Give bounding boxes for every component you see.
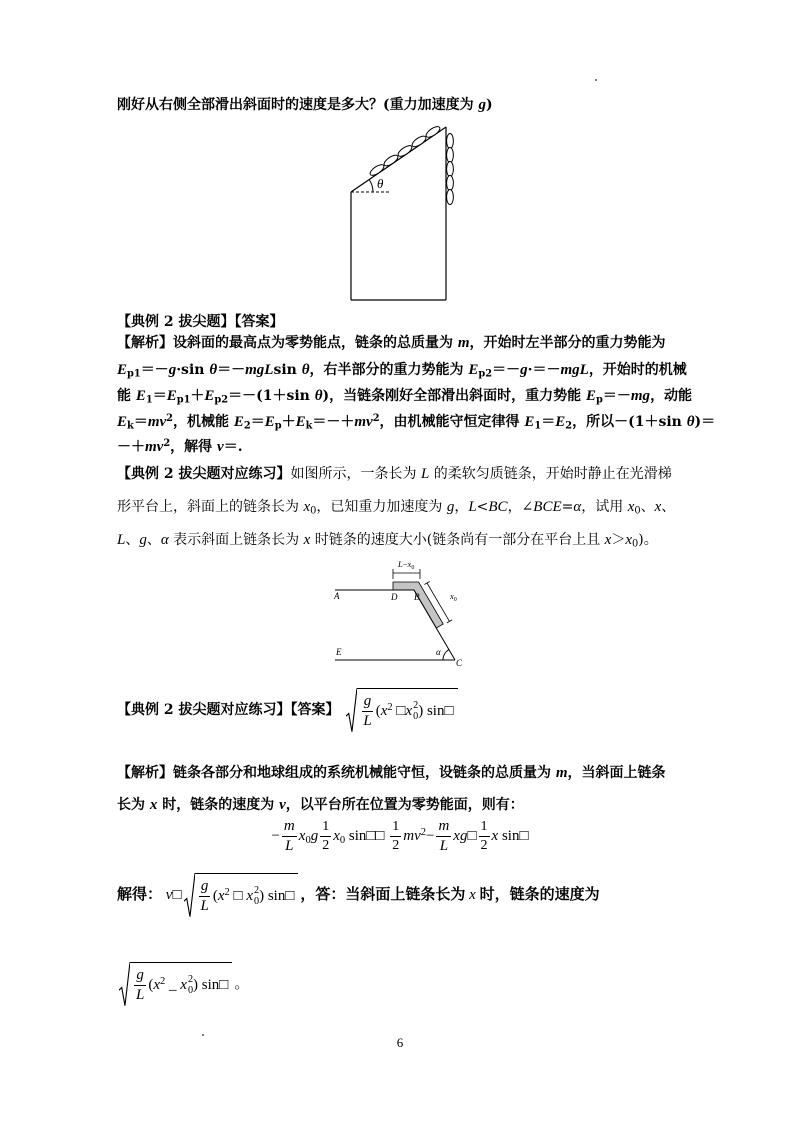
text-run: ＝ xyxy=(541,414,556,430)
math-variable: E xyxy=(586,388,597,404)
text-run: ( xyxy=(375,703,381,720)
text-run: ( xyxy=(212,888,218,905)
math-variable: mg xyxy=(630,388,651,404)
math-variable: θ xyxy=(686,414,695,430)
math-variable: x xyxy=(246,888,253,905)
math-variable: mv xyxy=(147,414,167,430)
math-variable: x xyxy=(604,532,612,548)
math-variable: g xyxy=(478,97,486,113)
fraction xyxy=(436,818,451,856)
numerator: m xyxy=(436,818,451,837)
text-run: − xyxy=(425,828,435,845)
numerator: 1 xyxy=(390,819,401,837)
text-run: ，机械能 xyxy=(172,414,234,430)
text-run: 刚好从右侧全部滑出斜面时的速度是多大？(重力加速度为 xyxy=(117,97,479,113)
math-variable: E xyxy=(135,388,146,404)
subscript: 0 xyxy=(413,710,419,722)
radical-stroke xyxy=(346,688,357,731)
analysis-1-line-4 xyxy=(117,412,715,432)
subscript: 2 xyxy=(565,420,573,432)
math-variable: v xyxy=(165,887,173,904)
text-run: 、 xyxy=(125,532,140,548)
radical-glyph xyxy=(346,688,357,734)
subscript: k xyxy=(305,420,313,432)
radical-glyph xyxy=(119,962,130,1008)
radicand xyxy=(357,688,457,734)
numerator: g xyxy=(362,693,374,712)
practice-answer-row xyxy=(117,688,460,734)
text-run: )＝ xyxy=(694,414,716,430)
subscript: p1 xyxy=(176,394,191,406)
subscript: 0 xyxy=(310,505,317,517)
text-run: ＞ xyxy=(611,532,626,548)
subscript: 0 xyxy=(305,835,311,847)
point-label-b: B xyxy=(414,592,420,602)
math-variable: mv xyxy=(145,439,164,455)
math-variable: m xyxy=(555,765,568,781)
label-part: x xyxy=(407,559,412,569)
math-variable: m xyxy=(457,335,470,351)
text-run: □ xyxy=(172,887,182,904)
text-run: ) sin□ xyxy=(418,703,454,720)
math-variable: E xyxy=(233,414,244,430)
chain-on-slope xyxy=(368,125,441,178)
math-variable: L xyxy=(468,499,477,515)
text-run: 。 xyxy=(234,976,250,993)
math-variable: x xyxy=(180,977,187,994)
energy-conservation-equation xyxy=(0,818,800,856)
math-variable: g xyxy=(446,499,455,515)
text-run: ＋ xyxy=(281,414,296,430)
chain-link xyxy=(447,176,454,191)
math-variable: mv xyxy=(403,828,421,845)
numerator: g xyxy=(134,967,146,986)
radicand xyxy=(130,962,232,1008)
question-continuation xyxy=(117,95,493,115)
label-subscript: 0 xyxy=(453,597,457,603)
subscript: 2 xyxy=(243,420,251,432)
bold-text-run: 时，链条的速度为 xyxy=(475,887,600,904)
denominator: L xyxy=(285,838,294,855)
text-run: 长为 xyxy=(117,797,150,813)
text-run: ＝ xyxy=(250,414,265,430)
text-run: ，右半部分的重力势能为 xyxy=(309,362,469,378)
scan-dot xyxy=(595,79,597,81)
text-run: □ xyxy=(229,888,247,905)
theta-angle-arc xyxy=(369,180,373,192)
subscript: 0 xyxy=(187,984,194,996)
text-run: ，已知重力加速度为 xyxy=(316,499,447,515)
math-variable: g xyxy=(520,362,528,378)
numerator: g xyxy=(199,878,211,897)
slope-line-bc xyxy=(414,590,455,660)
analysis-2-line-1 xyxy=(117,763,666,783)
superscript: 2 xyxy=(166,413,173,425)
math-variable: x xyxy=(654,499,662,515)
subscript: p xyxy=(274,420,282,432)
math-variable: x xyxy=(627,499,635,515)
point-label-d: D xyxy=(391,592,398,602)
math-variable: g xyxy=(139,532,147,548)
chain-link xyxy=(447,134,454,149)
text-run: ) sin□ xyxy=(259,888,295,905)
text-run: 的柔软匀质链条，开始时静止在光滑梯 xyxy=(429,466,672,482)
analysis-1-line-5 xyxy=(117,437,243,457)
text-run: 形平台上，斜面上的链条长为 xyxy=(117,499,304,515)
superscript: 2 xyxy=(420,826,426,838)
fraction xyxy=(479,819,490,854)
chain-link xyxy=(447,148,454,163)
text-run: − xyxy=(271,828,280,845)
text-run: ＝－ xyxy=(140,362,169,378)
denominator: L xyxy=(439,838,449,855)
math-variable: E xyxy=(166,388,177,404)
math-variable: E xyxy=(555,414,566,430)
math-variable: BC xyxy=(488,499,508,515)
practice-answer-header: 【典例 2 拔尖题对应练习】【答案】 xyxy=(117,702,340,719)
math-variable: E xyxy=(468,362,479,378)
text-run: sin□□ xyxy=(345,828,389,845)
numerator: 1 xyxy=(320,819,331,837)
label-part: L xyxy=(398,559,403,569)
math-variable: mv xyxy=(354,414,373,430)
radical-stroke xyxy=(184,873,195,916)
radical-sign xyxy=(346,688,357,734)
text-run: ，∠ xyxy=(507,499,534,515)
text-run: _ xyxy=(165,977,181,994)
page-number: 6 xyxy=(396,1035,404,1050)
text-run: ) xyxy=(486,97,493,113)
text-run: ＝－＋ xyxy=(312,414,355,430)
text-run: ＝ xyxy=(152,388,167,404)
radical-stroke xyxy=(119,962,130,1005)
math-variable: xg xyxy=(453,828,468,845)
subscript: 0 xyxy=(339,835,346,847)
point-label-e: E xyxy=(336,647,342,657)
math-variable: L xyxy=(117,532,126,548)
superscript: 2 xyxy=(387,701,393,713)
subscript: p2 xyxy=(214,394,229,406)
dimension-tick xyxy=(424,582,429,585)
square-root xyxy=(184,873,299,919)
math-variable: BCE xyxy=(533,499,562,515)
text-run: = xyxy=(561,499,574,515)
text-run: ·sin xyxy=(176,362,210,378)
superscript: 2 xyxy=(413,700,419,712)
subscript: k xyxy=(127,420,134,432)
chain-hanging xyxy=(447,134,454,205)
math-variable: v xyxy=(279,797,286,813)
chain-shaded xyxy=(393,582,443,628)
label-part: x xyxy=(450,591,454,601)
superscript: 2 xyxy=(160,975,166,987)
math-variable: α xyxy=(573,499,582,515)
dimension-tick xyxy=(447,620,452,623)
bold-text-run: 解得： xyxy=(117,887,166,904)
text-run: ，动能 xyxy=(650,388,693,404)
subscript: p2 xyxy=(478,368,493,380)
text-run: 、 xyxy=(146,532,161,548)
math-variable: E xyxy=(117,414,128,430)
text-run: ，开始时的机械 xyxy=(588,362,687,378)
alpha-angle-arc xyxy=(443,650,449,660)
fraction xyxy=(134,967,146,1005)
math-variable: θ xyxy=(301,362,310,378)
square-root xyxy=(119,962,232,1008)
subscript: 0 xyxy=(254,895,260,907)
math-variable: θ xyxy=(314,388,323,404)
text-run: sin xyxy=(273,362,302,378)
text-run: 如图所示，一条长为 xyxy=(290,466,421,482)
math-variable: v xyxy=(217,439,224,455)
text-run: ( xyxy=(148,977,154,994)
text-run: )。 xyxy=(638,532,658,548)
text-run: ，所以－(1＋sin xyxy=(572,414,687,430)
denominator: 2 xyxy=(322,838,330,854)
math-variable: x xyxy=(298,828,306,845)
subscript: p1 xyxy=(127,368,141,380)
radical-sign xyxy=(184,873,195,919)
analysis-1-line-3 xyxy=(117,386,692,406)
math-variable: mgL xyxy=(560,362,589,378)
math-variable: x xyxy=(405,703,413,720)
math-variable: x xyxy=(380,703,388,720)
text-run: □ xyxy=(392,703,406,720)
text-run: ) sin□ xyxy=(193,977,229,994)
point-label-c: C xyxy=(456,658,463,668)
subscript: 1 xyxy=(534,420,542,432)
numerator: m xyxy=(282,818,297,837)
fraction xyxy=(282,818,297,856)
subscript: 1 xyxy=(145,394,153,406)
superscript: 2 xyxy=(372,413,380,425)
fraction xyxy=(199,878,211,916)
practice-line-3 xyxy=(117,530,658,550)
text-run: ·＝－ xyxy=(527,362,561,378)
fraction xyxy=(361,693,373,731)
text-run: ＝ xyxy=(133,414,148,430)
text-run: －＋ xyxy=(117,439,145,455)
text-run: ，当斜面上链条 xyxy=(567,765,666,781)
math-variable: mgL xyxy=(245,362,274,378)
math-variable: g xyxy=(310,828,319,845)
math-variable: E xyxy=(295,414,306,430)
text-run: ＝－ xyxy=(492,362,521,378)
figure-platform-chain xyxy=(325,552,475,670)
analysis-1-line-1 xyxy=(117,333,666,353)
superscript: 2 xyxy=(224,886,230,898)
square-root xyxy=(346,688,457,734)
denominator: 2 xyxy=(392,838,400,854)
dimension-label-top xyxy=(397,559,414,571)
text-run: 、 xyxy=(661,499,676,515)
denominator: L xyxy=(363,713,372,730)
text-run: ＝－ xyxy=(217,362,246,378)
text-run: 设斜面的最高点为零势能点，链条的总质量为 xyxy=(173,335,458,351)
figure-incline-chain xyxy=(330,115,470,310)
superscript: 2 xyxy=(187,974,194,986)
subscript: 0 xyxy=(632,538,639,550)
math-variable: E xyxy=(204,388,215,404)
angle-label-alpha: α xyxy=(436,647,441,657)
text-run: 能 xyxy=(117,388,136,404)
chain-link xyxy=(447,190,454,205)
practice-answer-formula xyxy=(344,693,459,730)
text-run: ，由机械能守恒定律得 xyxy=(379,414,525,430)
subscript: p xyxy=(596,394,603,406)
final-answer-formula xyxy=(117,967,250,1004)
denominator: 2 xyxy=(480,838,488,854)
analysis-1-line-2 xyxy=(117,360,687,380)
bold-text-run: ，答：当斜面上链条长为 xyxy=(300,887,470,904)
practice-line-2 xyxy=(117,497,675,517)
denominator: L xyxy=(136,987,145,1004)
text-run: ＝. xyxy=(223,439,243,455)
text-run: ，解得 xyxy=(170,439,218,455)
math-variable: x xyxy=(217,888,225,905)
text-run: 时链条的速度大小(链条尚有一部分在平台上且 xyxy=(310,532,605,548)
math-variable: E xyxy=(524,414,535,430)
math-variable: x xyxy=(333,828,340,845)
text-run: ，以平台所在位置为零势能面，则有： xyxy=(285,797,524,813)
math-variable: x xyxy=(625,532,633,548)
text-run: □ xyxy=(467,828,477,845)
text-run: sin□ xyxy=(498,828,529,845)
point-label-a: A xyxy=(334,591,340,601)
denominator: L xyxy=(200,898,209,915)
dimension-label-slope xyxy=(449,591,457,603)
math-variable: g xyxy=(168,362,177,378)
math-variable: x xyxy=(469,887,476,904)
text-run: ，试用 xyxy=(581,499,628,515)
final-answer-row xyxy=(117,962,249,1008)
text-run: 时，链条的速度为 xyxy=(157,797,280,813)
text-run: ＝－(1＋sin xyxy=(228,388,315,404)
bold-text-run: 【典例 2 拔尖题对应练习】 xyxy=(117,466,291,482)
math-variable: x xyxy=(153,977,161,994)
solution-content xyxy=(117,878,600,915)
chain-link xyxy=(447,162,454,177)
math-variable: x xyxy=(149,797,158,813)
math-variable: x xyxy=(303,532,311,548)
text-run: ＝－ xyxy=(602,388,631,404)
text-run: )，当链条刚好全部滑出斜面时，重力势能 xyxy=(322,388,587,404)
bold-text-run: 【解析】 xyxy=(117,335,173,351)
math-variable: E xyxy=(117,362,128,378)
bold-text-run: 【解析】 xyxy=(117,765,173,781)
text-run: < xyxy=(476,499,489,515)
superscript: 2 xyxy=(254,885,260,897)
fraction xyxy=(390,819,401,854)
subscript: 0 xyxy=(634,505,641,517)
numerator: 1 xyxy=(479,819,490,837)
radical-sign xyxy=(119,962,130,1008)
text-run: ， xyxy=(454,499,469,515)
text-run: ，开始时左半部分的重力势能为 xyxy=(469,335,666,351)
solution-row xyxy=(117,873,600,919)
label-part: − xyxy=(402,559,408,569)
text-run: 表示斜面上链条长为 xyxy=(168,532,304,548)
radical-glyph xyxy=(184,873,195,919)
radicand xyxy=(195,873,299,919)
superscript: 2 xyxy=(163,438,171,450)
math-variable: E xyxy=(264,414,275,430)
analysis-2-line-2 xyxy=(117,795,524,815)
label-subscript: 0 xyxy=(411,565,415,571)
math-variable: L xyxy=(420,466,430,482)
math-variable: x xyxy=(491,828,499,845)
text-run: 链条各部分和地球组成的系统机械能守恒，设链条的总质量为 xyxy=(173,765,556,781)
math-variable: α xyxy=(160,532,169,548)
theta-label: θ xyxy=(377,176,384,191)
math-variable: θ xyxy=(209,362,218,378)
text-run: 、 xyxy=(640,499,655,515)
text-run: ＋ xyxy=(190,388,205,404)
example-2-header: 【典例 2 拔尖题】【答案】 xyxy=(117,314,284,330)
equation-body xyxy=(271,818,529,855)
fraction xyxy=(320,819,331,854)
math-variable: x xyxy=(303,499,311,515)
practice-line-1 xyxy=(117,464,672,484)
